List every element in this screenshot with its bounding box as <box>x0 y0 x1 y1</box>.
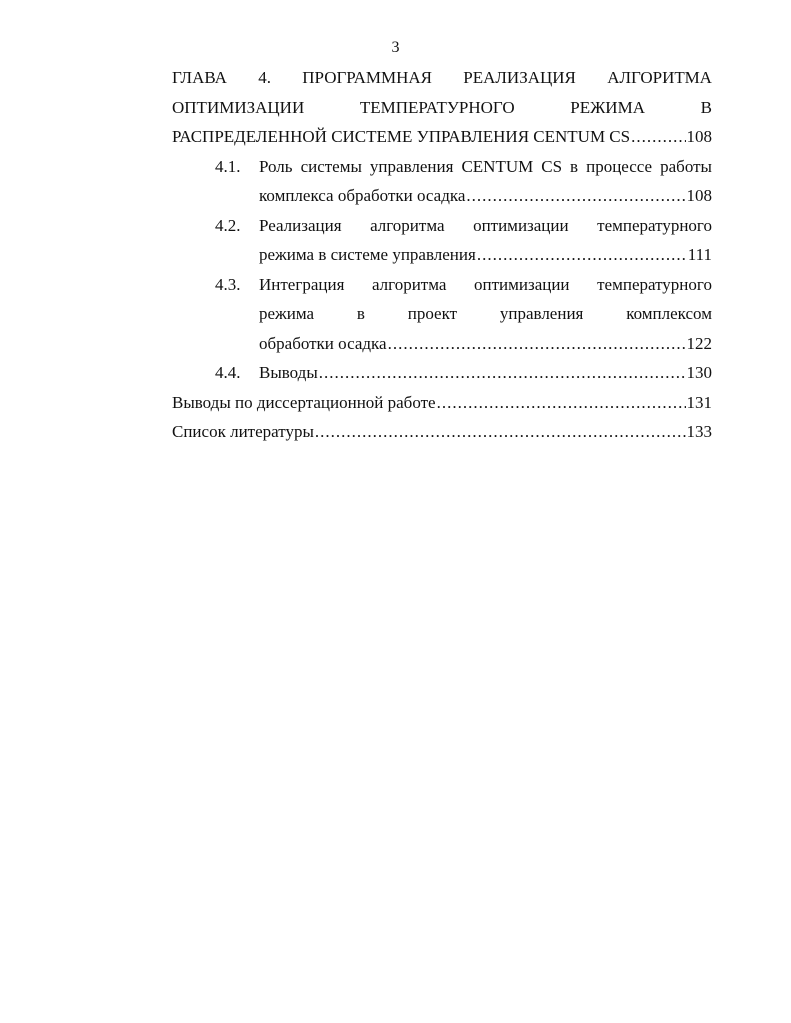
chapter-word: ТЕМПЕРАТУРНОГО <box>359 97 515 117</box>
conclusions-entry <box>172 388 712 418</box>
section-word: CENTUM <box>461 156 534 176</box>
chapter-heading-line-2 <box>172 93 712 123</box>
section-4-4-line <box>172 358 712 388</box>
section-word: режима <box>259 304 315 323</box>
references-title: Список литературы <box>172 422 314 441</box>
section-page: 122 <box>686 333 712 353</box>
chapter-word: 4. <box>258 68 271 87</box>
chapter-word: АЛГОРИТМА <box>607 68 712 87</box>
chapter-heading-line-3 <box>172 122 712 152</box>
section-word: алгоритма <box>370 215 445 235</box>
dot-leader <box>315 417 686 447</box>
section-title: Выводы <box>259 363 318 382</box>
chapter-heading-line-1 <box>172 63 712 93</box>
section-word: Роль <box>259 156 293 176</box>
chapter-heading-text: РАСПРЕДЕЛЕННОЙ СИСТЕМЕ УПРАВЛЕНИЯ CENTUM CS <box>172 127 631 146</box>
chapter-word: РЕАЛИЗАЦИЯ <box>463 68 576 87</box>
section-page: 111 <box>687 245 712 264</box>
section-title-last-line: режима в системе управления <box>259 245 476 264</box>
section-4-2-line-2 <box>172 240 712 270</box>
chapter-word: В <box>700 97 712 117</box>
section-title-last-line: комплекса обработки осадка <box>259 186 466 205</box>
section-word: управления <box>369 156 454 176</box>
section-number: 4.1. <box>215 156 241 176</box>
conclusions-page: 131 <box>686 392 712 412</box>
section-title-first-line <box>259 211 712 241</box>
dot-leader <box>466 181 685 211</box>
conclusions-title: Выводы по диссертационной работе <box>172 392 436 412</box>
section-word: Реализация <box>259 215 342 235</box>
section-word: системы <box>300 156 362 176</box>
chapter-word: ПРОГРАММНАЯ <box>302 68 432 87</box>
page-number: 3 <box>391 39 400 56</box>
section-word: оптимизации <box>473 215 569 235</box>
section-word: оптимизации <box>474 274 570 294</box>
chapter-word: ГЛАВА <box>172 68 227 87</box>
section-word: CS <box>541 156 563 176</box>
table-of-contents <box>172 63 712 447</box>
section-word: температурного <box>597 274 712 294</box>
section-number: 4.3. <box>215 274 241 294</box>
section-word: температурного <box>597 215 712 235</box>
section-4-2-line-1 <box>172 211 712 241</box>
chapter-page: 108 <box>686 127 712 146</box>
section-word: работы <box>660 156 712 176</box>
section-4-3-line-3 <box>172 329 712 359</box>
dot-leader <box>319 358 686 388</box>
references-page: 133 <box>686 422 712 441</box>
section-4-1-line-1 <box>172 152 712 182</box>
section-title-last-line: обработки осадка <box>259 333 387 353</box>
dot-leader <box>388 329 686 359</box>
section-word: в <box>570 156 579 176</box>
section-title-first-line <box>259 270 712 300</box>
dot-leader <box>437 388 686 418</box>
section-4-3-line-1 <box>172 270 712 300</box>
chapter-word: ОПТИМИЗАЦИИ <box>172 97 305 117</box>
section-4-1-line-2 <box>172 181 712 211</box>
section-word: управления <box>499 304 584 323</box>
section-page: 130 <box>686 363 712 382</box>
dot-leader <box>477 240 687 270</box>
chapter-word: РЕЖИМА <box>570 97 645 117</box>
section-word: Интеграция <box>259 274 345 294</box>
section-4-3-line-2 <box>172 299 712 329</box>
section-title-first-line <box>259 152 712 182</box>
section-word: процессе <box>586 156 653 176</box>
dot-leader <box>631 122 685 152</box>
section-number: 4.4. <box>215 363 241 382</box>
section-word: в <box>356 304 365 323</box>
section-word: проект <box>407 304 458 323</box>
section-word: комплексом <box>626 304 712 323</box>
section-number: 4.2. <box>215 215 241 235</box>
section-page: 108 <box>686 186 712 205</box>
section-word: алгоритма <box>371 274 447 294</box>
references-entry <box>172 417 712 447</box>
